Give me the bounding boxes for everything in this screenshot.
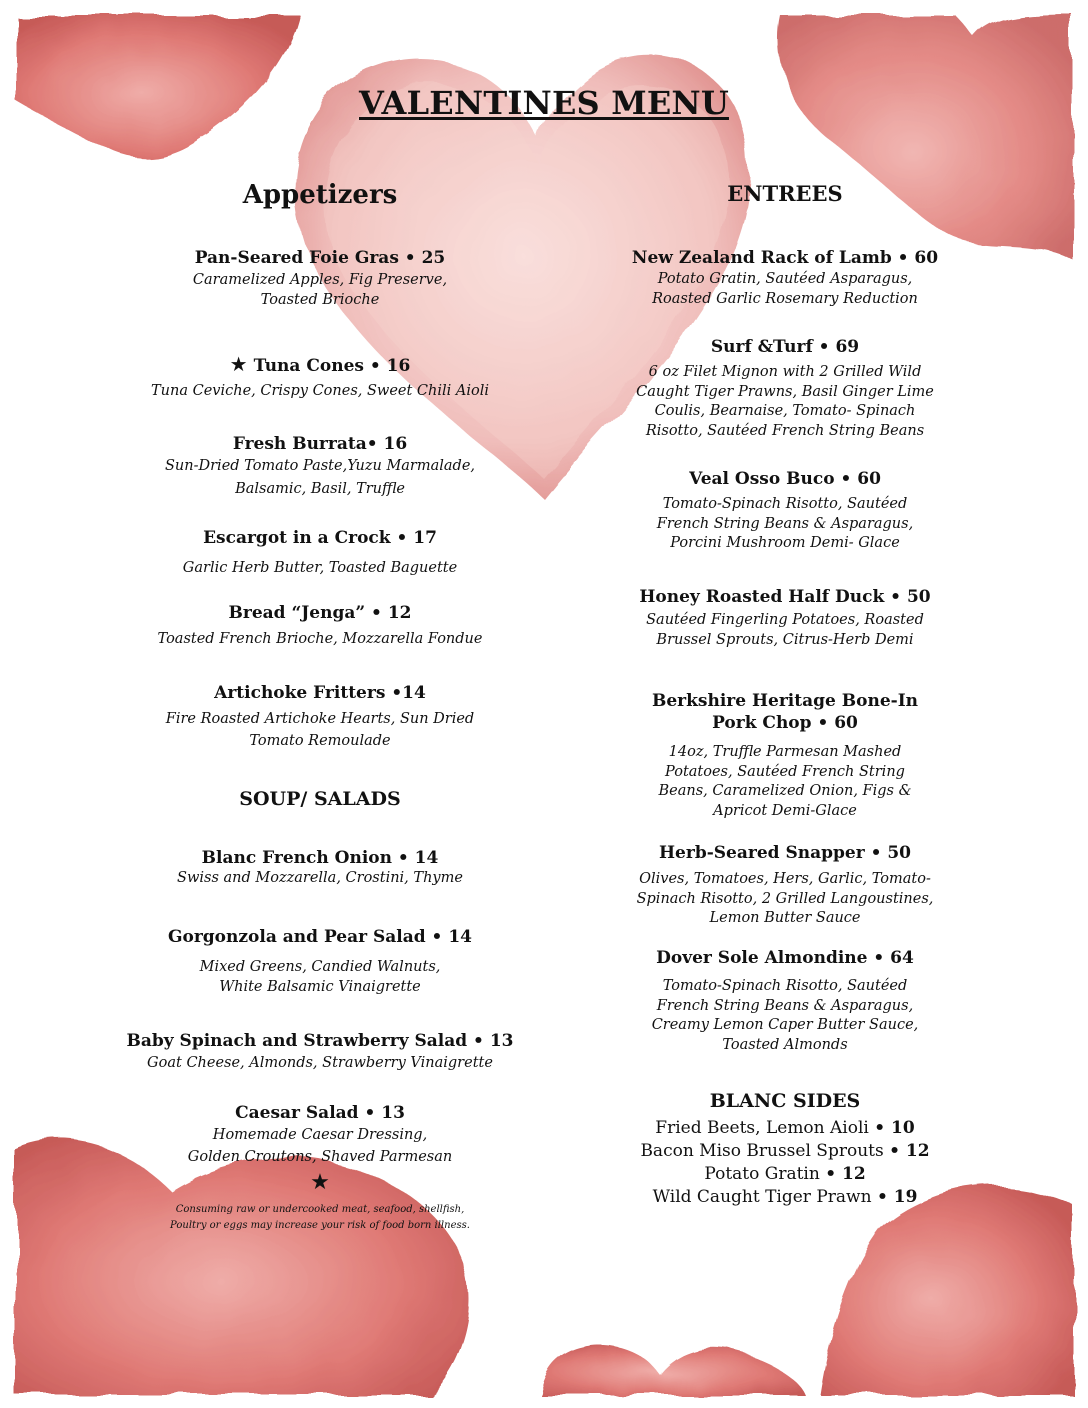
menu-item	[620, 947, 950, 1055]
menu-item	[145, 527, 495, 579]
menu-item	[145, 682, 495, 751]
item-name: Gorgonzola and Pear Salad • 14	[167, 927, 472, 947]
item-desc-line: Porcini Mushroom Demi- Glace	[670, 535, 900, 551]
menu-item	[145, 1102, 495, 1167]
menu-item	[145, 602, 495, 650]
star-icon: ★	[310, 1170, 330, 1195]
item-desc-line: Tuna Ceviche, Crispy Cones, Sweet Chili Aioli	[151, 383, 489, 399]
side-label: Wild Caught Tiger Prawn	[652, 1187, 872, 1207]
menu-item	[145, 353, 495, 402]
item-desc-line: Coulis, Bearnaise, Tomato- Spinach	[654, 403, 916, 419]
item-desc-line: Beans, Caramelized Onion, Figs &	[658, 783, 912, 799]
item-desc-line: Olives, Tomatoes, Hers, Garlic, Tomato-	[639, 871, 931, 887]
item-desc-line: Brussel Sprouts, Citrus-Herb Demi	[656, 631, 914, 648]
item-desc-line: Mixed Greens, Candied Walnuts,	[199, 959, 441, 975]
item-name-line: Berkshire Heritage Bone-In	[651, 691, 919, 711]
side-label: Fried Beets, Lemon Aioli	[655, 1118, 869, 1138]
item-desc-line: Lemon Butter Sauce	[709, 910, 861, 926]
menu-item	[120, 1030, 520, 1074]
side-label: Bacon Miso Brussel Sprouts	[640, 1141, 884, 1161]
side-item	[620, 1186, 950, 1209]
item-desc-line: Garlic Herb Butter, Toasted Baguette	[182, 560, 458, 576]
menu-title: VALENTINES MENU	[359, 84, 729, 122]
star-icon: ★	[229, 352, 248, 376]
item-name: Surf &Turf • 69	[710, 337, 860, 357]
item-desc-line: Goat Cheese, Almonds, Strawberry Vinaigrette	[147, 1055, 493, 1071]
item-name: New Zealand Rack of Lamb • 60	[631, 248, 939, 268]
menu-item	[620, 247, 950, 309]
item-name: Baby Spinach and Strawberry Salad • 13	[126, 1031, 514, 1051]
item-desc-line: Spinach Risotto, 2 Grilled Langoustines,	[636, 890, 934, 907]
menu-item	[145, 433, 495, 499]
item-desc-line: French String Beans & Asparagus,	[656, 997, 914, 1014]
item-name-line: Pork Chop • 60	[712, 713, 858, 733]
item-desc-line: Sun-Dried Tomato Paste,Yuzu Marmalade,	[164, 458, 476, 474]
item-name: Veal Osso Buco • 60	[689, 469, 881, 489]
item-desc-line: Homemade Caesar Dressing,	[212, 1127, 428, 1143]
side-price: • 10	[874, 1118, 915, 1138]
sides-heading: BLANC SIDES	[709, 1090, 861, 1112]
item-desc-line: Tomato-Spinach Risotto, Sautéed	[662, 496, 908, 512]
entrees-heading: ENTREES	[727, 181, 843, 206]
item-name: Fresh Burrata• 16	[232, 434, 408, 454]
heart-bottom-middle	[540, 1345, 805, 1395]
item-desc-line: Toasted Almonds	[722, 1036, 848, 1053]
disclaimer-line: Consuming raw or undercooked meat, seafood, shellfish,	[175, 1204, 465, 1215]
item-desc-line: Risotto, Sautéed French String Beans	[645, 422, 925, 439]
menu-item	[620, 336, 950, 441]
item-desc-line: Caught Tiger Prawns, Basil Ginger Lime	[636, 383, 934, 400]
appetizers-heading: Appetizers	[242, 180, 398, 210]
menu-item	[145, 926, 495, 997]
item-name: Blanc French Onion • 14	[201, 848, 439, 868]
item-desc-line: White Balsamic Vinaigrette	[219, 978, 421, 995]
item-desc-line: Toasted French Brioche, Mozzarella Fondue	[157, 631, 483, 647]
item-desc-line: French String Beans & Asparagus,	[656, 515, 914, 532]
item-desc-line: Caramelized Apples, Fig Preserve,	[192, 272, 448, 288]
item-name: Bread “Jenga” • 12	[228, 603, 412, 623]
item-name: Dover Sole Almondine • 64	[656, 948, 914, 968]
item-desc-line: Potatoes, Sautéed French String	[665, 763, 905, 780]
heart-top-right	[777, 15, 1073, 260]
item-desc-line: Potato Gratin, Sautéed Asparagus,	[657, 271, 913, 287]
item-desc-line: Golden Croutons, Shaved Parmesan	[187, 1148, 453, 1165]
item-desc-line: Tomato-Spinach Risotto, Sautéed	[662, 978, 908, 994]
menu-item	[620, 586, 950, 650]
item-name: Tuna Cones • 16	[253, 356, 411, 376]
disclaimer-line: Poultry or eggs may increase your risk of food born illness.	[170, 1220, 470, 1231]
item-name: Herb-Seared Snapper • 50	[658, 843, 912, 863]
item-desc-line: Swiss and Mozzarella, Crostini, Thyme	[177, 870, 463, 886]
item-desc-line: Tomato Remoulade	[249, 732, 391, 749]
item-desc-line: Sautéed Fingerling Potatoes, Roasted	[646, 612, 924, 628]
menu-item	[145, 847, 495, 889]
item-name: Pan-Seared Foie Gras • 25	[194, 248, 446, 268]
side-price: • 19	[876, 1187, 918, 1207]
item-desc-line: Apricot Demi-Glace	[713, 802, 857, 819]
item-name: Caesar Salad • 13	[235, 1103, 405, 1123]
side-item	[620, 1140, 950, 1163]
item-name: Escargot in a Crock • 17	[203, 528, 437, 548]
item-name: Honey Roasted Half Duck • 50	[639, 587, 931, 607]
menu-item	[145, 247, 495, 310]
heart-bottom-right	[820, 1186, 1073, 1395]
item-desc-line: 14oz, Truffle Parmesan Mashed	[668, 744, 902, 760]
side-item	[620, 1163, 950, 1186]
menu-item	[620, 842, 950, 929]
food-safety-disclaimer	[145, 1202, 495, 1234]
item-desc-line: Roasted Garlic Rosemary Reduction	[652, 290, 918, 307]
item-desc-line: Creamy Lemon Caper Butter Sauce,	[651, 1017, 919, 1033]
item-desc-line: Fire Roasted Artichoke Hearts, Sun Dried	[165, 711, 475, 727]
item-name: Artichoke Fritters •14	[214, 683, 426, 703]
side-item	[620, 1117, 950, 1140]
side-price: • 12	[825, 1164, 866, 1184]
menu-item	[620, 468, 950, 554]
side-label: Potato Gratin	[704, 1164, 820, 1184]
menu-item	[620, 690, 950, 821]
side-price: • 12	[889, 1141, 930, 1161]
item-desc-line: Balsamic, Basil, Truffle	[235, 480, 405, 497]
item-desc-line: Toasted Brioche	[260, 291, 380, 308]
sides-list	[620, 1117, 950, 1209]
item-desc-line: 6 oz Filet Mignon with 2 Grilled Wild	[648, 364, 922, 380]
soups-heading: SOUP/ SALADS	[239, 788, 401, 810]
